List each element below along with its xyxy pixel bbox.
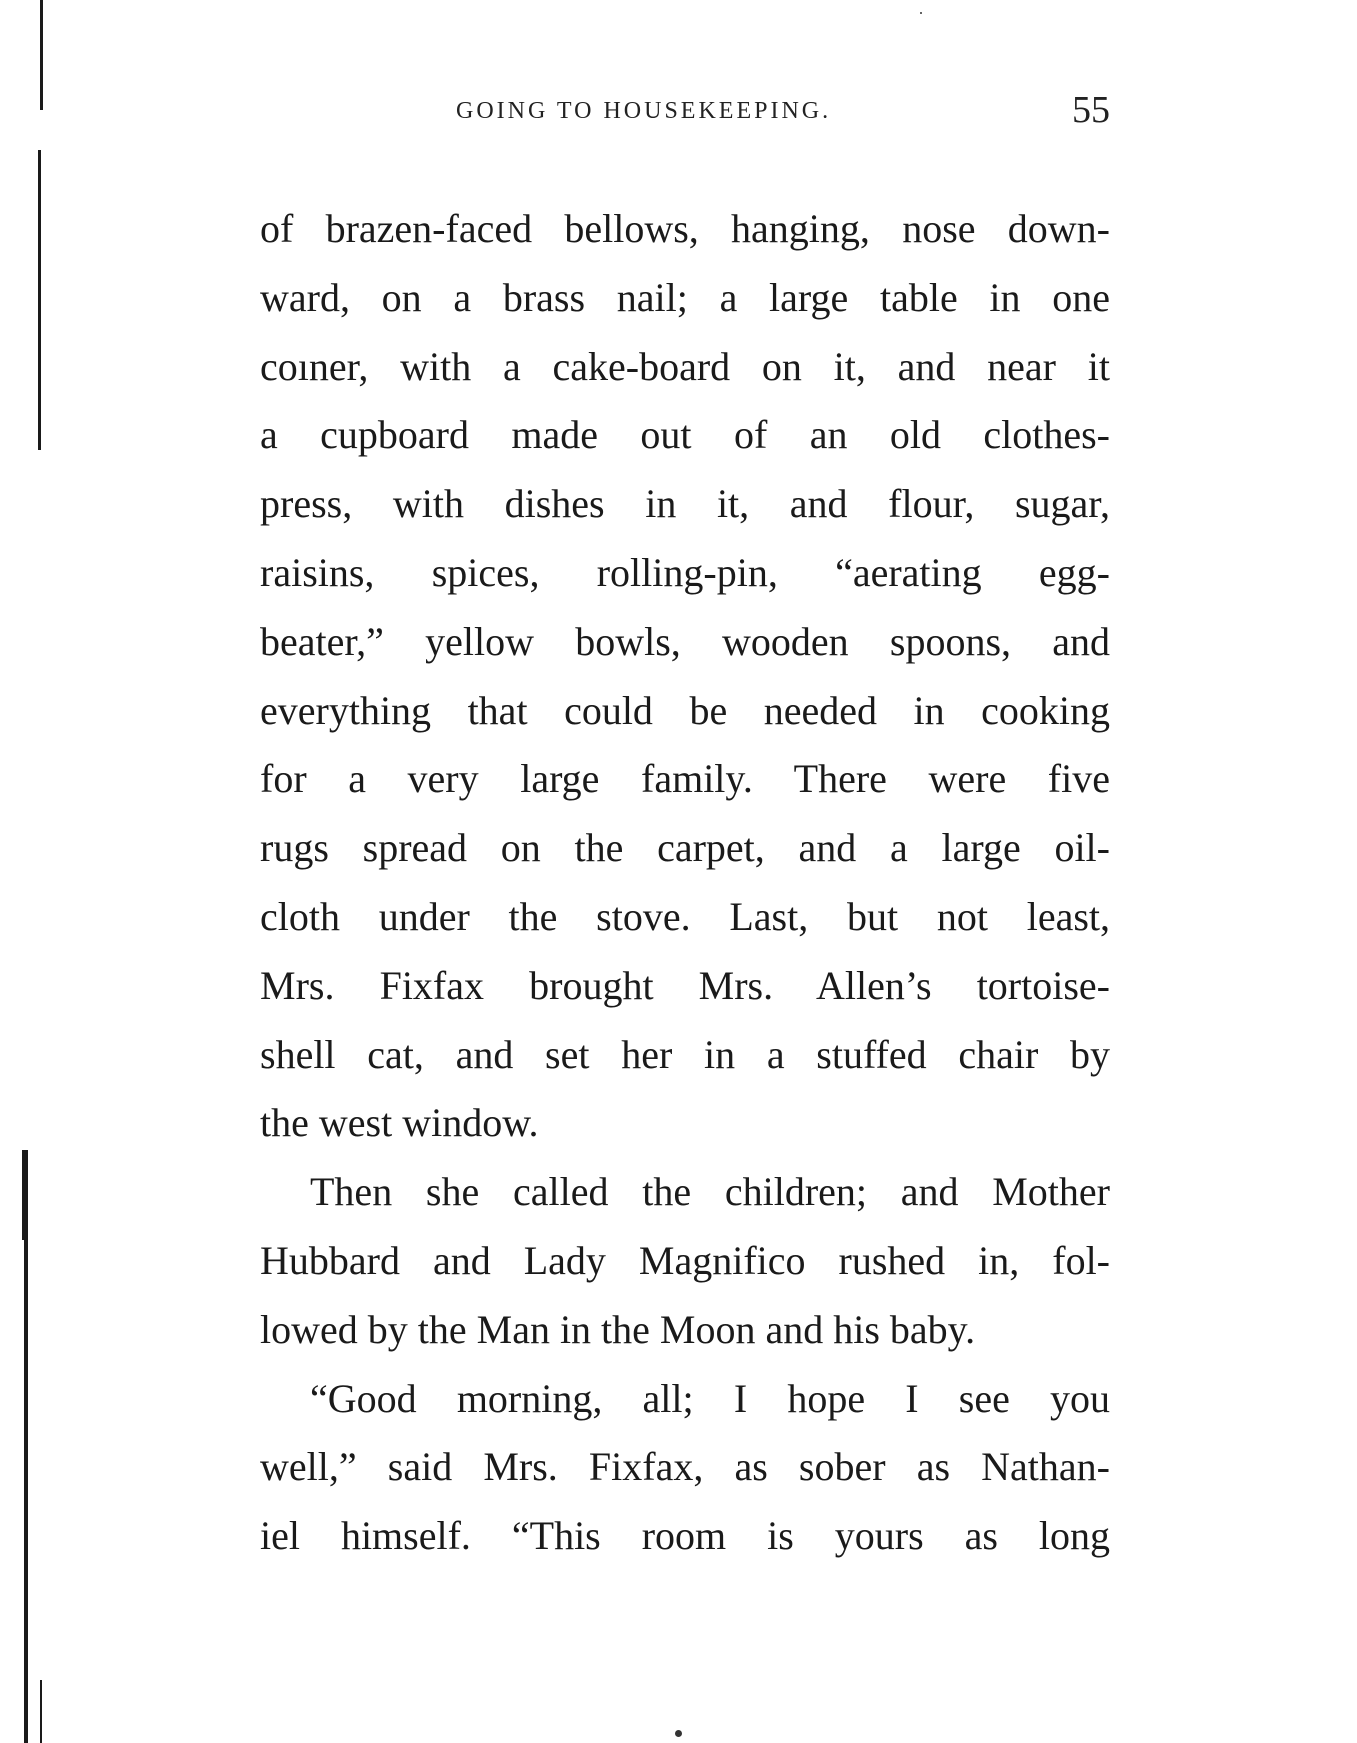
body-text xyxy=(260,195,1110,1571)
text-line: rugs spread on the carpet, and a large oil- xyxy=(260,825,1110,871)
scan-speck xyxy=(675,1730,682,1737)
text-line: Hubbard and Lady Magnifico rushed in, fol- xyxy=(260,1237,1110,1283)
scan-edge-mark xyxy=(40,1680,42,1743)
page-number: 55 xyxy=(1072,89,1110,131)
text-line: ward, on a brass nail; a large table in one xyxy=(260,274,1110,320)
paragraph xyxy=(260,1365,1110,1571)
text-line: well,” said Mrs. Fixfax, as sober as Nathan- xyxy=(260,1444,1110,1490)
text-line: coıner, with a cake-board on it, and near it xyxy=(260,343,1110,389)
text-line: cloth under the stove. Last, but not least, xyxy=(260,893,1110,939)
text-line: of brazen-faced bellows, hanging, nose down- xyxy=(260,206,1110,251)
paragraph xyxy=(260,195,1110,1158)
text-line: raisins, spices, rolling-pin, “aerating egg- xyxy=(260,549,1110,595)
scan-edge-mark xyxy=(38,150,41,450)
text-line: Then she called the children; and Mother xyxy=(310,1169,1110,1215)
text-line: iel himself. “This room is yours as long xyxy=(260,1513,1110,1559)
running-head xyxy=(260,88,1110,138)
text-line: the west window. xyxy=(260,1100,539,1146)
text-line: “Good morning, all; I hope I see you xyxy=(310,1375,1110,1421)
running-head-title: GOING TO HOUSEKEEPING. xyxy=(456,98,832,124)
text-line: a cupboard made out of an old clothes- xyxy=(260,412,1110,458)
scan-edge-mark xyxy=(22,1150,24,1240)
scan-speck xyxy=(920,12,922,14)
text-line: Mrs. Fixfax brought Mrs. Allen’s tortoise- xyxy=(260,962,1110,1008)
text-line: beater,” yellow bowls, wooden spoons, and xyxy=(260,618,1110,664)
text-line: press, with dishes in it, and flour, sugar, xyxy=(260,481,1110,527)
paragraph xyxy=(260,1158,1110,1364)
text-line: shell cat, and set her in a stuffed chair by xyxy=(260,1031,1110,1077)
scan-edge-mark xyxy=(24,1150,28,1743)
text-line: lowed by the Man in the Moon and his baby. xyxy=(260,1306,976,1352)
scan-edge-mark xyxy=(40,0,43,110)
text-line: for a very large family. There were five xyxy=(260,756,1110,802)
text-line: everything that could be needed in cooking xyxy=(260,687,1110,733)
